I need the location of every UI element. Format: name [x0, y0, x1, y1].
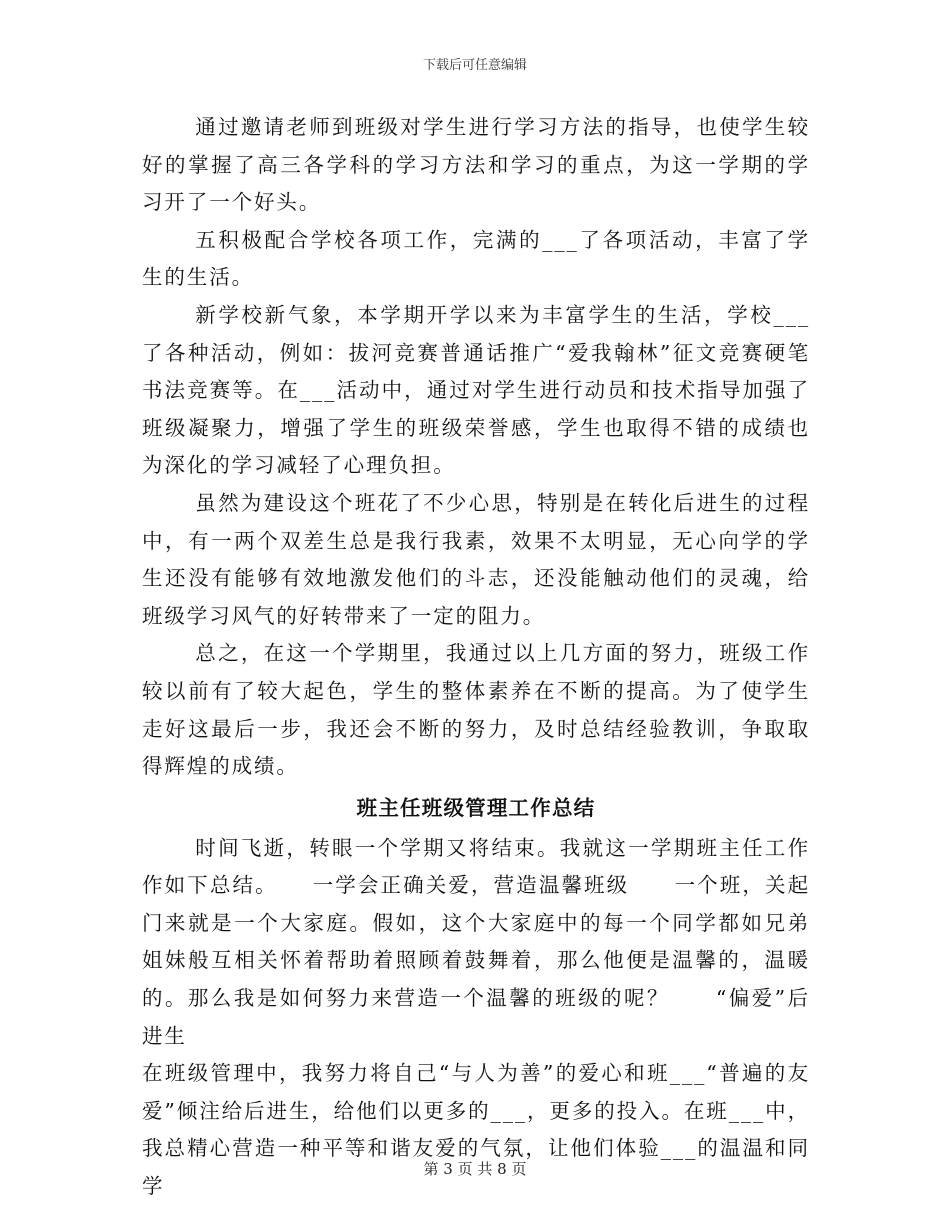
paragraph: 虽然为建设这个班花了不少心思，特别是在转化后进生的过程中，有一两个双差生总是我行我素，效果不太明显，无心向学的学生还没有能够有效地激发他们的斗志，还没能触动他们的灵魂，给班级学习风气的好转带来了一定的阻力。 [142, 490, 810, 628]
paragraph: 时间飞逝，转眼一个学期又将结束。我就这一学期班主任工作作如下总结。 一学会正确关爱，营造温馨班级 一个班，关起门来就是一个大家庭。假如，这个大家庭中的每一个同学都如兄弟姐妹般互相关怀着帮助着照顾着鼓舞着，那么他便是温馨的，温暖的。那么我是如何努力来营造一个温馨的班级的呢？ “偏爱”后进生 [142, 835, 810, 1048]
document-body [142, 109, 810, 1206]
section-title: 班主任班级管理工作总结 [356, 795, 596, 820]
paragraph: 总之，在这一个学期里，我通过以上几方面的努力，班级工作较以前有了较大起色，学生的整体素养在不断的提高。为了使学生走好这最后一步，我还会不断的努力，及时总结经验教训，争取取得辉煌的成绩。 [142, 641, 810, 779]
page-header: 下载后可任意编辑 [422, 58, 527, 73]
paragraph: 五积极配合学校各项工作，完满的___了各项活动，丰富了学生的生活。 [142, 227, 810, 290]
paragraph: 通过邀请老师到班级对学生进行学习方法的指导，也使学生较好的掌握了高三各学科的学习方法和学习的重点，为这一学期的学习开了一个好头。 [142, 115, 810, 215]
paragraph: 在班级管理中，我努力将自己“与人为善”的爱心和班___“普遍的友爱”倾注给后进生，给他们以更多的___，更多的投入。在班___中，我总精心营造一种平等和谐友爱的气氛，让他们体验___的温温和同学 [142, 1061, 810, 1199]
page-footer: 第 3 页 共 8 页 [423, 1160, 527, 1178]
paragraph: 新学校新气象，本学期开学以来为丰富学生的生活，学校___了各种活动，例如：拔河竞赛普通话推广“爱我翰林”征文竞赛硬笔书法竞赛等。在___活动中，通过对学生进行动员和技术指导加强了班级凝聚力，增强了学生的班级荣誉感，学生也取得不错的成绩也为深化的学习减轻了心理负担。 [142, 302, 810, 478]
